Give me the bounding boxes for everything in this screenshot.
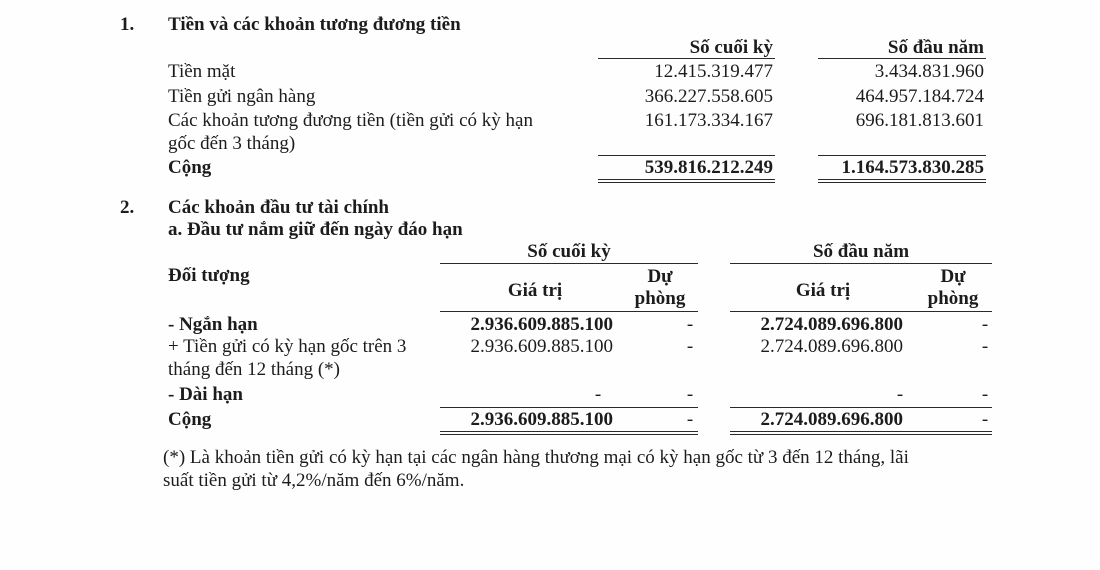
row2-end-value-long: - [594,384,602,405]
total2-dbl-begin-b [730,434,992,435]
header2-begin-prov-1: Dự [940,266,966,287]
section-2-subtitle: a. Đầu tư nắm giữ đến ngày đáo hạn [168,219,463,240]
total2-begin-prov: - [981,409,989,430]
section-2-title: Các khoản đầu tư tài chính [168,197,389,218]
total-dbl-begin-a [818,179,986,180]
header2-end-prov-2: phòng [634,288,686,309]
row2-label-short: - Ngắn hạn [168,314,258,335]
total2-dbl-begin-a [730,431,992,432]
section-1-title: Tiền và các khoản tương đương tiền [168,14,461,35]
row-end-equivalents: 161.173.334.167 [644,110,773,131]
row2-begin-prov-long: - [981,384,989,405]
header2-bottom-begin [730,311,992,312]
row-begin-bank: 464.957.184.724 [855,86,984,107]
row-end-cash: 12.415.319.477 [654,61,773,82]
header2-end-period: Số cuối kỳ [527,241,611,262]
total2-dbl-end-a [440,431,698,432]
row2-label-long: - Dài hạn [168,384,243,405]
total2-line-end [440,407,698,408]
total2-line-begin [730,407,992,408]
header2-underline-begin [730,263,992,264]
header-underline-end [598,58,775,59]
row-label-equivalents: Các khoản tương đương tiền (tiền gửi có kỳ hạn [168,110,533,131]
row-end-bank: 366.227.558.605 [644,86,773,107]
row2-begin-prov-deposit: - [981,336,989,357]
header2-end-value: Giá trị [507,280,563,301]
header2-begin-year: Số đầu năm [812,241,910,262]
total-line-end [598,155,775,156]
row2-label-deposit-cont: tháng đến 12 tháng (*) [168,359,341,380]
header2-begin-prov-2: phòng [927,288,979,309]
row-label-bank: Tiền gửi ngân hàng [168,86,316,107]
row2-label-deposit: + Tiền gửi có kỳ hạn gốc trên 3 [168,336,407,357]
row-label-cash: Tiền mặt [168,61,236,82]
header-end-period: Số cuối kỳ [689,37,773,58]
footnote-line-1: (*) Là khoản tiền gửi có kỳ hạn tại các ngân hàng thương mại có kỳ hạn gốc từ 3 đến 12 tháng, lãi [163,447,909,468]
header2-bottom-end [440,311,698,312]
header-underline-begin [818,58,986,59]
row2-end-prov-short: - [686,314,694,335]
total-dbl-end-b [598,182,775,183]
row2-end-prov-deposit: - [686,336,694,357]
header2-end-prov-1: Dự [647,266,673,287]
row2-end-value-deposit: 2.936.609.885.100 [470,336,613,357]
row2-end-value-short: 2.936.609.885.100 [470,314,613,335]
total-dbl-end-a [598,179,775,180]
row2-begin-value-deposit: 2.724.089.696.800 [760,336,903,357]
total-line-begin [818,155,986,156]
row2-begin-prov-short: - [981,314,989,335]
header2-underline-end [440,263,698,264]
total2-end-prov: - [686,409,694,430]
total-begin-1: 1.164.573.830.285 [841,157,984,178]
section-2-number: 2. [120,197,135,218]
header2-object: Đối tượng [168,265,250,286]
total-end-1: 539.816.212.249 [644,157,773,178]
footnote-line-2: suất tiền gửi từ 4,2%/năm đến 6%/năm. [163,470,465,491]
row-label-equivalents-cont: gốc đến 3 tháng) [168,133,296,154]
row2-begin-value-long: - [896,384,904,405]
row-begin-equivalents: 696.181.813.601 [855,110,984,131]
section-1-number: 1. [120,14,135,35]
row-begin-cash: 3.434.831.960 [874,61,984,82]
header-begin-year: Số đầu năm [887,37,984,58]
total2-label: Cộng [168,409,212,430]
header2-begin-value: Giá trị [795,280,851,301]
total2-begin-value: 2.724.089.696.800 [760,409,903,430]
row2-end-prov-long: - [686,384,694,405]
total-label-1: Cộng [168,157,212,178]
total-dbl-begin-b [818,182,986,183]
total2-end-value: 2.936.609.885.100 [470,409,613,430]
row2-begin-value-short: 2.724.089.696.800 [760,314,903,335]
total2-dbl-end-b [440,434,698,435]
